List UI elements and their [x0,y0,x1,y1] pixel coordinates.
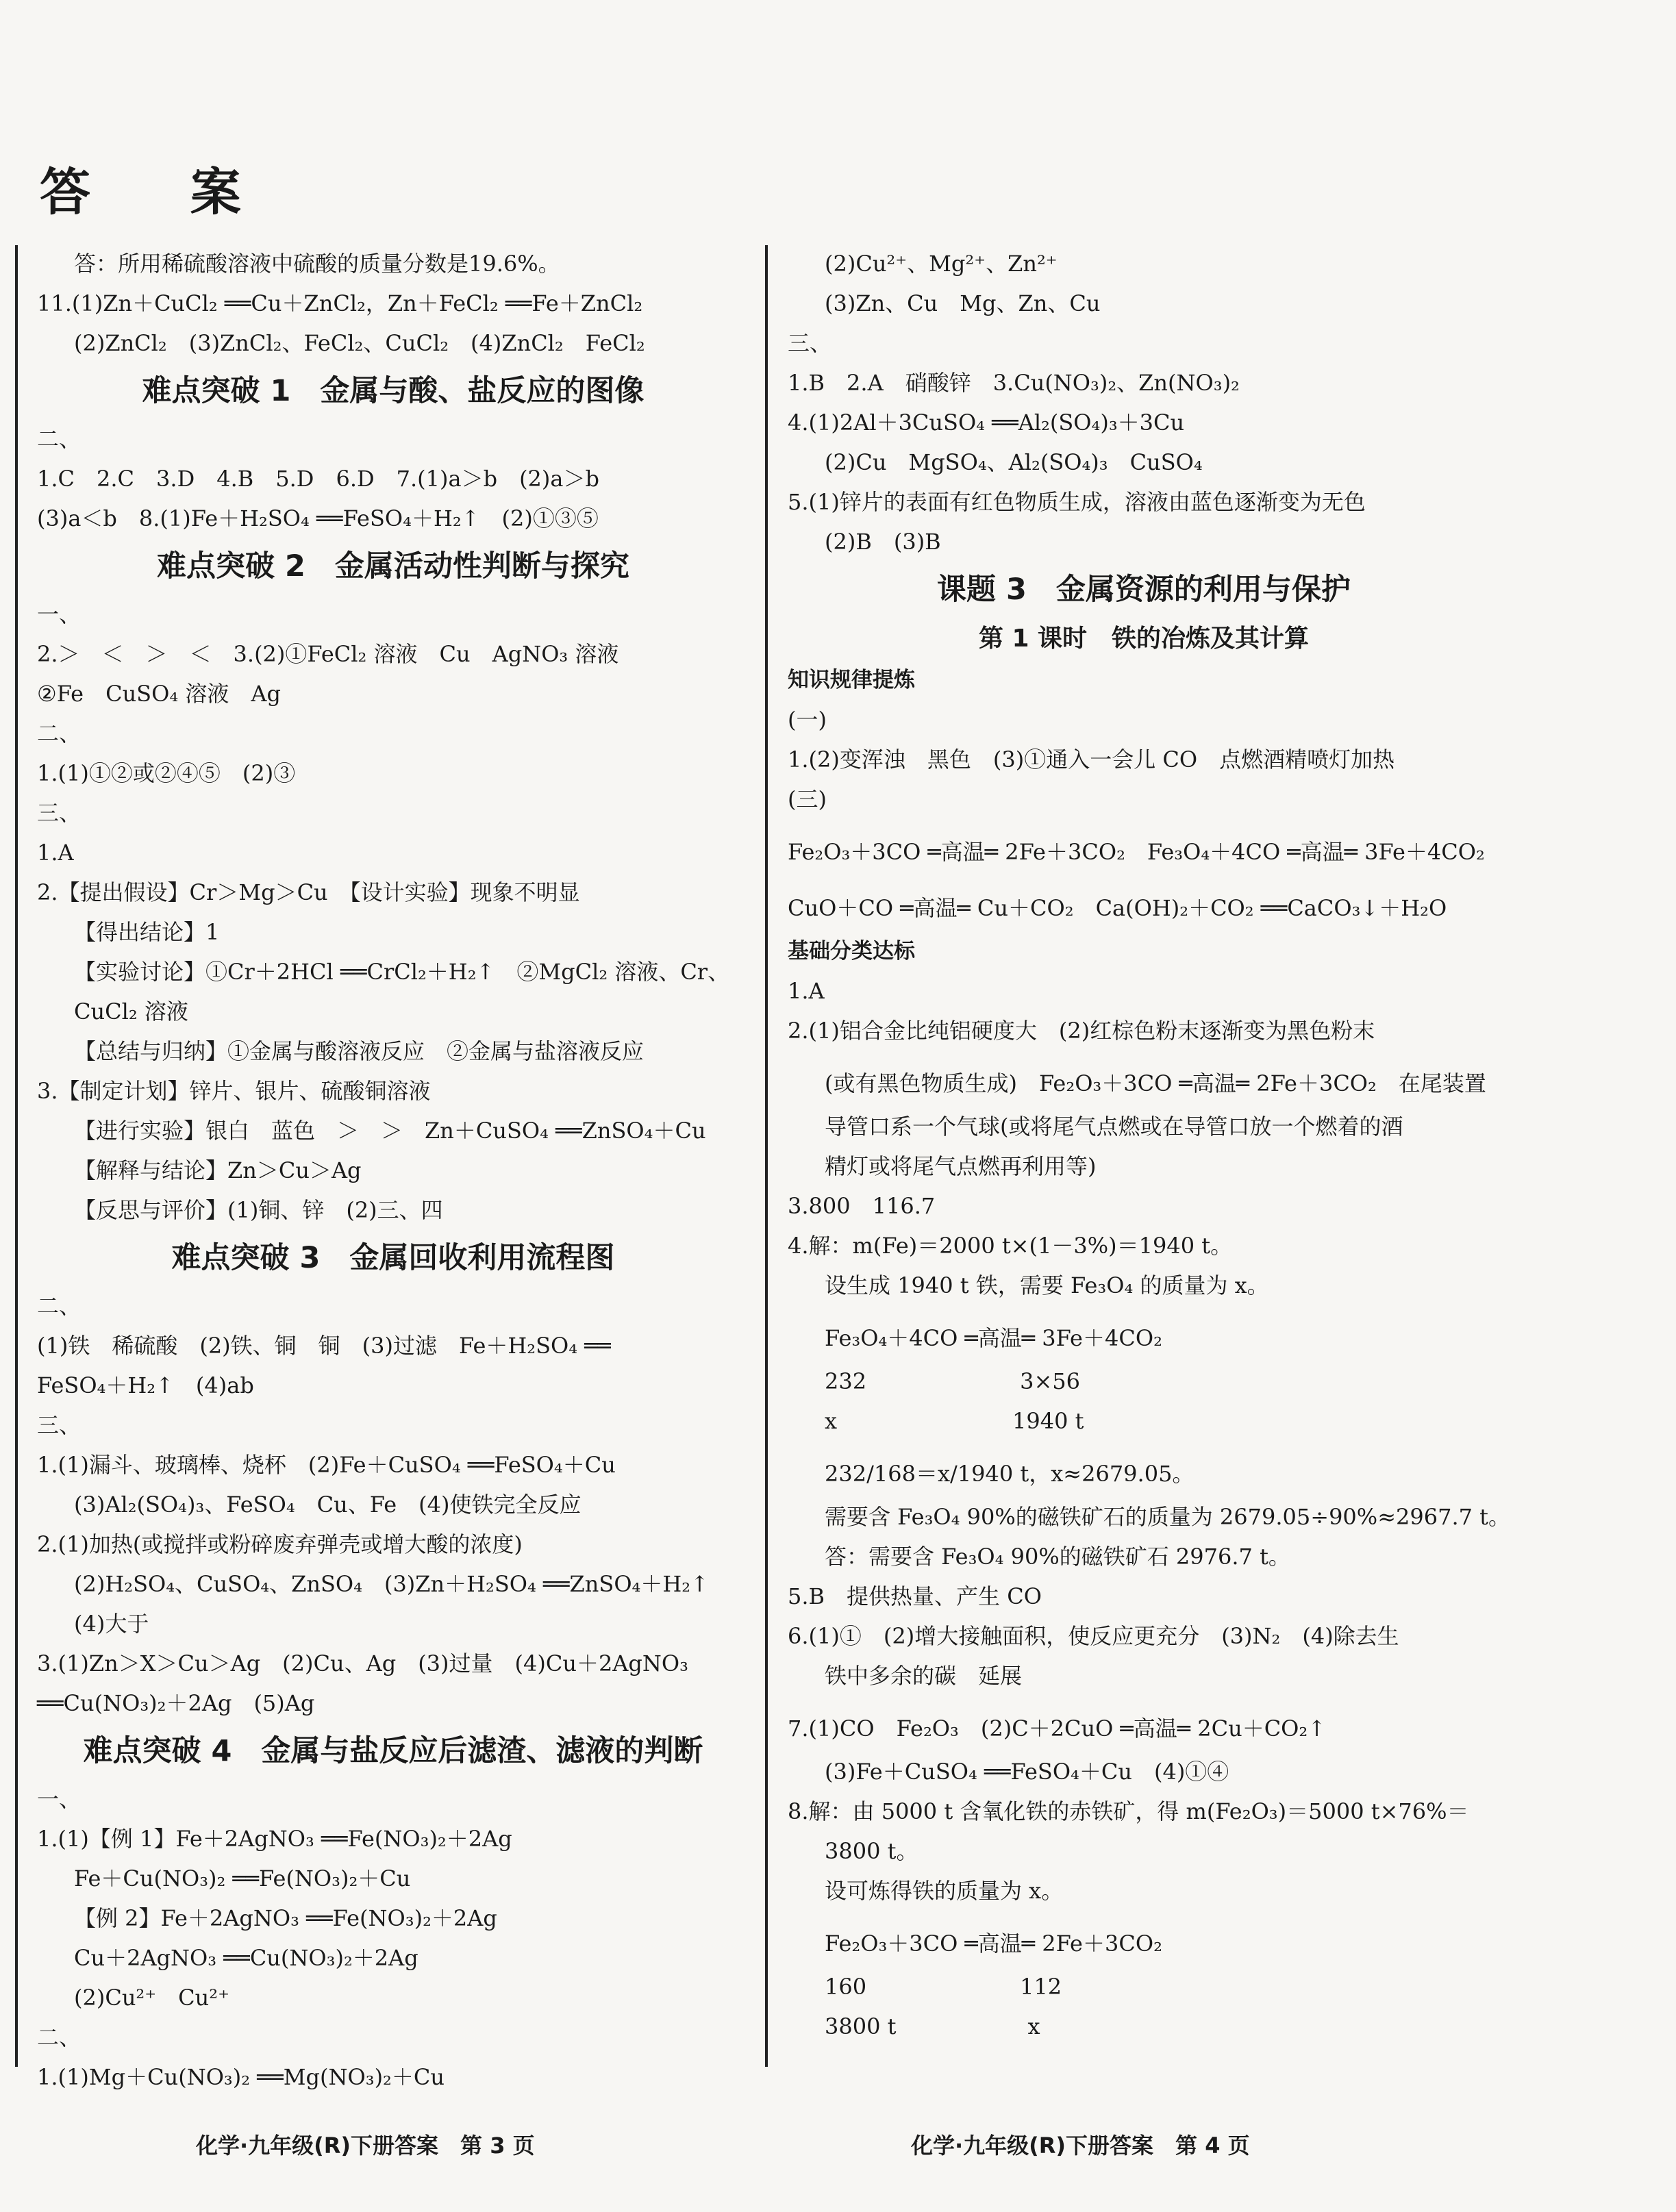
section-heading: 难点突破 4 金属与盐反应后滤渣、滤液的判断 [83,1734,703,1768]
answer-line: 【例 2】Fe＋2AgNO₃ ══Fe(NO₃)₂＋2Ag [74,1905,497,1931]
answer-line: 2.＞ ＜ ＞ ＜ 3.(2)①FeCl₂ 溶液 Cu AgNO₃ 溶液 [37,641,619,667]
answer-line: 1.(1)Mg＋Cu(NO₃)₂ ══Mg(NO₃)₂＋Cu [37,2064,445,2090]
answer-line: 1.A [788,978,825,1004]
answer-line: 3.800 116.7 [788,1193,936,1219]
answer-line: (2)Cu MgSO₄、Al₂(SO₄)₃ CuSO₄ [825,449,1203,475]
answer-line: 11.(1)Zn＋CuCl₂ ══Cu＋ZnCl₂，Zn＋FeCl₂ ══Fe＋ZnCl₂ [37,290,643,316]
answer-line: (4)大于 [74,1611,149,1637]
answer-line: 1.B 2.A 硝酸锌 3.Cu(NO₃)₂、Zn(NO₃)₂ [788,370,1240,396]
column-divider [765,245,768,2067]
answer-line: 【解释与结论】Zn＞Cu＞Ag [74,1157,362,1183]
answer-line: 一、 [37,1786,82,1812]
answer-line: 铁中多余的碳 延展 [825,1663,1023,1689]
answer-line: Cu＋2AgNO₃ ══Cu(NO₃)₂＋2Ag [74,1945,418,1971]
answer-line: 3.【制定计划】锌片、银片、硫酸铜溶液 [37,1078,431,1104]
answer-line: 【得出结论】1 [74,919,220,945]
answer-line: 三、 [37,1412,82,1438]
answer-line: 1.A [37,840,74,866]
subsection-heading: 知识规律提炼 [788,668,915,692]
section-heading: 难点突破 2 金属活动性判断与探究 [157,549,629,583]
answer-line: 【反思与评价】(1)铜、锌 (2)三、四 [74,1197,443,1223]
equation-line: CuO＋CO ═高温═ Cu＋CO₂ Ca(OH)₂＋CO₂ ══CaCO₃↓＋H₂O [788,895,1447,921]
answer-line: 1.(1)【例 1】Fe＋2AgNO₃ ══Fe(NO₃)₂＋2Ag [37,1826,512,1852]
equation-line: (或有黑色物质生成) Fe₂O₃＋3CO ═高温═ 2Fe＋3CO₂ 在尾装置 [825,1070,1486,1096]
answer-line: 232 3×56 [825,1368,1080,1394]
answer-line: 设可炼得铁的质量为 x。 [825,1878,1064,1904]
answer-line: 1.(1)漏斗、玻璃棒、烧杯 (2)Fe＋CuSO₄ ══FeSO₄＋Cu [37,1452,616,1478]
answer-line: 3800 t。 [825,1838,918,1864]
answer-line: 二、 [37,2024,82,2050]
answer-line: (一) [788,707,827,733]
answer-line: 1.(2)变浑浊 黑色 (3)①通入一会儿 CO 点燃酒精喷灯加热 [788,746,1395,772]
answer-line: (2)ZnCl₂ (3)ZnCl₂、FeCl₂、CuCl₂ (4)ZnCl₂ FeCl₂ [74,330,645,356]
answer-line: (2)Cu²⁺ Cu²⁺ [74,1985,229,2011]
answer-line: 2.(1)加热(或搅拌或粉碎废弃弹壳或增大酸的浓度) [37,1531,523,1557]
answer-line: 一、 [37,601,82,627]
answer-line: 2.【提出假设】Cr＞Mg＞Cu 【设计实验】现象不明显 [37,879,580,905]
answer-line: 5.(1)锌片的表面有红色物质生成，溶液由蓝色逐渐变为无色 [788,489,1366,515]
answer-line: (1)铁 稀硫酸 (2)铁、铜 铜 (3)过滤 Fe＋H₂SO₄ ══ [37,1333,611,1359]
answer-line: 2.(1)铝合金比纯铝硬度大 (2)红棕色粉末逐渐变为黑色粉末 [788,1018,1375,1044]
footer-right: 化学·九年级(R)下册答案 第 4 页 [911,2133,1250,2159]
answer-line: 1.(1)①②或②④⑤ (2)③ [37,760,296,786]
answer-line: (3)Fe＋CuSO₄ ══FeSO₄＋Cu (4)①④ [825,1759,1229,1785]
answer-line: 1.C 2.C 3.D 4.B 5.D 6.D 7.(1)a＞b (2)a＞b [37,466,599,492]
lesson-heading: 第 1 课时 铁的冶炼及其计算 [978,625,1310,653]
answer-line: 精灯或将尾气点燃再利用等) [825,1153,1097,1179]
answer-line: 答：所用稀硫酸溶液中硫酸的质量分数是19.6%。 [74,251,560,277]
answer-line: (2)H₂SO₄、CuSO₄、ZnSO₄ (3)Zn＋H₂SO₄ ══ZnSO₄＋H₂↑ [74,1571,709,1597]
equation-line: Fe₂O₃＋3CO ═高温═ 2Fe＋3CO₂ Fe₃O₄＋4CO ═高温═ 3Fe＋4CO₂ [788,839,1485,865]
answer-line: Fe＋Cu(NO₃)₂ ══Fe(NO₃)₂＋Cu [74,1865,411,1891]
answer-line: 答：需要含 Fe₃O₄ 90%的磁铁矿石 2976.7 t。 [825,1544,1290,1570]
equation-line: Fe₃O₄＋4CO ═高温═ 3Fe＋4CO₂ [825,1325,1162,1351]
answer-line: 【总结与归纳】①金属与酸溶液反应 ②金属与盐溶液反应 [74,1038,645,1064]
answer-line: (2)Cu²⁺、Mg²⁺、Zn²⁺ [825,251,1058,277]
answer-line: FeSO₄＋H₂↑ (4)ab [37,1372,254,1398]
answer-line: x 1940 t [825,1408,1084,1434]
page-title: 答 案 [40,163,282,222]
equation-line: Fe₂O₃＋3CO ═高温═ 2Fe＋3CO₂ [825,1931,1162,1957]
left-margin-rule [15,245,18,2067]
answer-line: (2)B (3)B [825,529,941,555]
answer-line: ══Cu(NO₃)₂＋2Ag (5)Ag [37,1690,315,1716]
answer-line: 8.解：由 5000 t 含氧化铁的赤铁矿，得 m(Fe₂O₃)＝5000 t×76%＝ [788,1798,1469,1824]
answer-line: 4.解：m(Fe)＝2000 t×(1－3%)＝1940 t。 [788,1233,1233,1259]
answer-line: 【实验讨论】①Cr＋2HCl ══CrCl₂＋H₂↑ ②MgCl₂ 溶液、Cr、 [74,959,730,985]
answer-line: 【进行实验】银白 蓝色 ＞ ＞ Zn＋CuSO₄ ══ZnSO₄＋Cu [74,1118,706,1144]
answer-line: (3)Zn、Cu Mg、Zn、Cu [825,290,1101,316]
answer-line: 设生成 1940 t 铁，需要 Fe₃O₄ 的质量为 x。 [825,1272,1269,1298]
equation-line: 7.(1)CO Fe₂O₃ (2)C＋2CuO ═高温═ 2Cu＋CO₂↑ [788,1715,1327,1742]
section-heading: 难点突破 1 金属与酸、盐反应的图像 [142,374,645,408]
section-heading: 难点突破 3 金属回收利用流程图 [171,1241,615,1275]
left-column [37,244,749,2097]
answer-line: ②Fe CuSO₄ 溶液 Ag [37,681,281,707]
answer-line: 6.(1)① (2)增大接触面积，使反应更充分 (3)N₂ (4)除去生 [788,1623,1399,1649]
answer-line: 4.(1)2Al＋3CuSO₄ ══Al₂(SO₄)₃＋3Cu [788,410,1185,436]
answer-line: 二、 [37,1293,82,1319]
right-column [788,244,1511,2046]
answer-line: 3.(1)Zn＞X＞Cu＞Ag (2)Cu、Ag (3)过量 (4)Cu＋2AgNO₃ [37,1650,688,1676]
answer-line: CuCl₂ 溶液 [74,998,188,1025]
equation-line: 232/168＝x/1940 t，x≈2679.05。 [825,1461,1195,1487]
answer-line: 二、 [37,720,82,746]
answer-line: 导管口系一个气球(或将尾气点燃或在导管口放一个燃着的酒 [825,1114,1403,1140]
footer-left: 化学·九年级(R)下册答案 第 3 页 [196,2133,535,2159]
answer-line: 5.B 提供热量、产生 CO [788,1583,1042,1609]
answer-line: 二、 [37,426,82,452]
section-heading: 课题 3 金属资源的利用与保护 [937,573,1351,607]
answer-line: (3)Al₂(SO₄)₃、FeSO₄ Cu、Fe (4)使铁完全反应 [74,1492,581,1518]
answer-line: 需要含 Fe₃O₄ 90%的磁铁矿石的质量为 2679.05÷90%≈2967.7 t。 [825,1504,1511,1530]
answer-line: (三) [788,786,827,812]
answer-line: 三、 [37,800,82,826]
answer-line: 3800 t x [825,2013,1040,2039]
answer-line: 三、 [788,330,832,356]
subsection-heading: 基础分类达标 [788,939,915,964]
answer-line: 160 112 [825,1974,1062,2000]
answer-line: (3)a＜b 8.(1)Fe＋H₂SO₄ ══FeSO₄＋H₂↑ (2)①③⑤ [37,505,599,531]
